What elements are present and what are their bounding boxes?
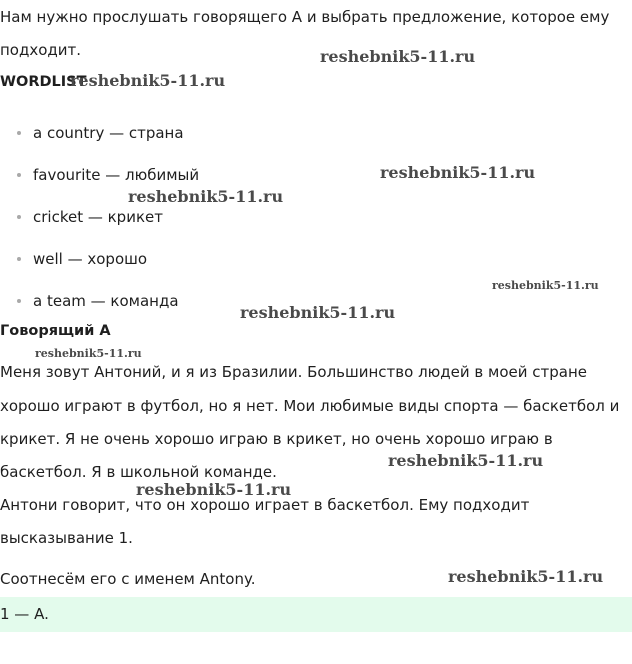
watermark-text: reshebnik5-11.ru (240, 303, 396, 322)
wordlist (0, 112, 400, 322)
watermark-text: reshebnik5-11.ru (136, 480, 292, 499)
watermark-text: reshebnik5-11.ru (492, 279, 599, 292)
speaker-heading: Говорящий А (0, 323, 111, 339)
bullet-icon (17, 299, 21, 303)
bullet-icon (17, 131, 21, 135)
intro-line-2: подходит. (0, 41, 82, 59)
watermark-text: reshebnik5-11.ru (128, 187, 284, 206)
watermark-text: reshebnik5-11.ru (35, 347, 142, 360)
list-item-text: well — хорошо (33, 250, 148, 268)
watermark-text: reshebnik5-11.ru (448, 567, 604, 586)
speaker-text-line-1: Меня зовут Антоний, и я из Бразилии. Большинство людей в моей стране (0, 363, 587, 381)
watermark-text: reshebnik5-11.ru (388, 451, 544, 470)
answer-text: 1 — A. (0, 605, 49, 623)
list-item-text: a team — команда (33, 292, 179, 310)
conclusion-line-2: высказывание 1. (0, 529, 133, 547)
match-text: Соотнесём его с именем Antony. (0, 570, 256, 588)
speaker-text-line-3: крикет. Я не очень хорошо играю в крикет, но очень хорошо играю в (0, 430, 553, 448)
list-item-text: cricket — крикет (33, 208, 163, 226)
wordlist-heading: WORDLIST (0, 74, 87, 90)
list-item-text: a country — страна (33, 124, 184, 142)
speaker-text-line-2: хорошо играют в футбол, но я нет. Мои любимые виды спорта — баскетбол и (0, 397, 620, 415)
bullet-icon (17, 215, 21, 219)
list-item (0, 238, 400, 280)
speaker-text-line-4: баскетбол. Я в школьной команде. (0, 463, 277, 481)
watermark-text: reshebnik5-11.ru (320, 47, 476, 66)
watermark-text: reshebnik5-11.ru (380, 163, 536, 182)
conclusion-line-1: Антони говорит, что он хорошо играет в баскетбол. Ему подходит (0, 496, 530, 514)
list-item-text: favourite — любимый (33, 166, 200, 184)
bullet-icon (17, 257, 21, 261)
bullet-icon (17, 173, 21, 177)
list-item (0, 112, 400, 154)
intro-line-1: Нам нужно прослушать говорящего А и выбрать предложение, которое ему (0, 8, 610, 26)
answer-box (0, 597, 632, 632)
watermark-text: reshebnik5-11.ru (70, 71, 226, 90)
